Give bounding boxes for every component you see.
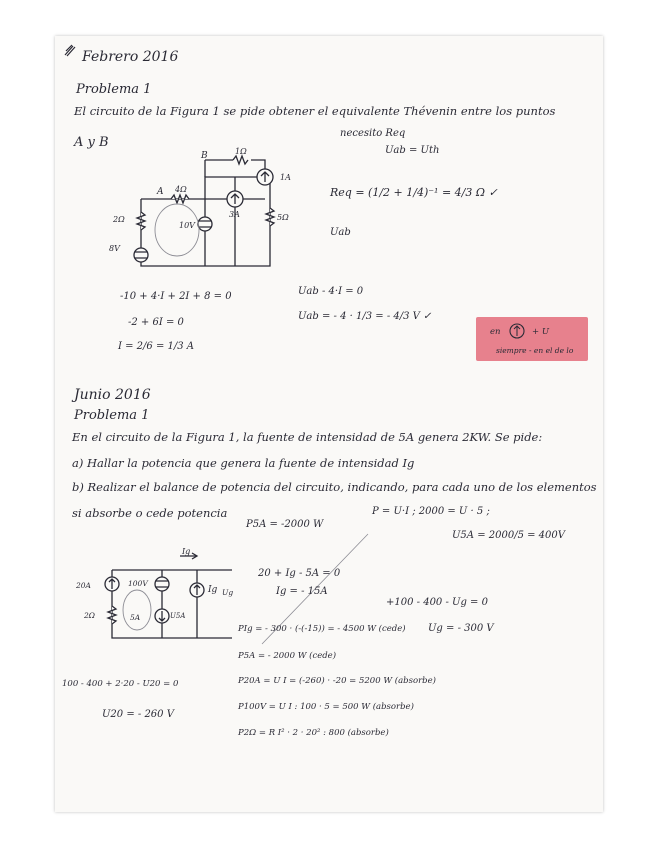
work-ug: Ug = - 300 V <box>428 623 494 634</box>
circuit-figure-2 <box>72 548 242 648</box>
work-kvl-u20: 100 - 400 + 2·20 - U20 = 0 <box>62 679 179 689</box>
fig1-label-r5: 5Ω <box>277 213 289 222</box>
fig2-label-ig-top: Ig <box>182 547 191 556</box>
eq-uab-2: Uab = - 4 · 1/3 = - 4/3 V ✓ <box>298 311 432 322</box>
statement2-line-4: si absorbe o cede potencia <box>72 506 228 520</box>
work-u20: U20 = - 260 V <box>102 709 174 720</box>
statement-line-1: El circuito de la Figura 1 se pide obtener el equivalente Thévenin entre los puntos <box>74 104 556 118</box>
fig1-label-v10: 10V <box>179 221 195 230</box>
pink-sticky-note <box>476 317 588 361</box>
work-ig: Ig = - 15A <box>276 586 328 597</box>
statement2-line-1: En el circuito de la Figura 1, la fuente de intensidad de 5A genera 2KW. Se pide: <box>72 430 543 444</box>
eq-uab-1: Uab - 4·I = 0 <box>298 286 364 297</box>
work-u5a: U5A = 2000/5 = 400V <box>452 530 565 541</box>
current-source-icon <box>508 322 526 340</box>
statement-line-2: A y B <box>74 135 109 150</box>
eq-kvl-1: -10 + 4·I + 2I + 8 = 0 <box>120 291 232 302</box>
fig2-label-u5a: U5A <box>170 612 186 620</box>
fig1-label-a: A <box>157 187 164 197</box>
fig1-label-r1: 1Ω <box>235 147 247 156</box>
fig1-label-i3: 3A <box>229 210 240 219</box>
fig2-label-5a: 5A <box>130 613 141 622</box>
date-heading-1: Febrero 2016 <box>82 49 179 65</box>
note-uab-uth: Uab = Uth <box>385 145 440 156</box>
work-pig: PIg = - 300 · (-(-15)) = - 4500 W (cede) <box>238 624 406 634</box>
work-p2ohm: P2Ω = R I² · 2 · 20² : 800 (absorbe) <box>238 728 389 738</box>
eq-current: I = 2/6 = 1/3 A <box>118 341 195 352</box>
note-need-req: necesito Req <box>340 128 406 139</box>
problem-title-1: Problema 1 <box>76 82 152 97</box>
fig1-label-r4: 4Ω <box>175 185 187 194</box>
work-power-formula: P = U·I ; 2000 = U · 5 ; <box>372 506 490 517</box>
fig1-label-r2: 2Ω <box>113 215 125 224</box>
work-kcl: 20 + Ig - 5A = 0 <box>258 568 341 579</box>
work-kvl-ug: +100 - 400 - Ug = 0 <box>386 597 488 608</box>
fig2-label-ig: Ig <box>208 585 218 595</box>
problem-title-2: Problema 1 <box>74 408 150 423</box>
work-p5a: P5A = -2000 W <box>246 519 324 530</box>
pencil-scribble-icon <box>64 43 80 57</box>
statement2-line-3: b) Realizar el balance de potencia del circuito, indicando, para cada uno de los elementos <box>72 480 597 494</box>
fig1-label-b: B <box>201 151 208 161</box>
work-p20a: P20A = U I = (-260) · -20 = 5200 W (absorbe) <box>238 676 436 686</box>
eq-kvl-2: -2 + 6I = 0 <box>128 317 184 328</box>
fig1-label-i1: 1A <box>280 173 291 182</box>
fig2-label-100v: 100V <box>128 579 148 588</box>
date-heading-2: Junio 2016 <box>74 387 151 403</box>
fig2-label-20a: 20A <box>76 581 91 590</box>
statement2-line-2: a) Hallar la potencia que genera la fuente de intensidad Ig <box>72 456 415 470</box>
fig2-label-2ohm: 2Ω <box>84 611 95 620</box>
sticker-caption: siempre - en el de lo <box>496 346 574 355</box>
fig1-label-v8: 8V <box>109 244 120 253</box>
note-uab: Uab <box>330 227 351 238</box>
circuit-figure-1 <box>105 142 315 277</box>
work-p100v: P100V = U I : 100 · 5 = 500 W (absorbe) <box>238 702 414 712</box>
note-req-result: Req = (1/2 + 1/4)⁻¹ = 4/3 Ω ✓ <box>330 186 498 199</box>
sticker-text-u: + U <box>532 327 549 337</box>
fig2-label-ug: Ug <box>222 588 234 597</box>
work-p5a-cede: P5A = - 2000 W (cede) <box>238 651 337 661</box>
sticker-text-en: en <box>490 327 501 337</box>
